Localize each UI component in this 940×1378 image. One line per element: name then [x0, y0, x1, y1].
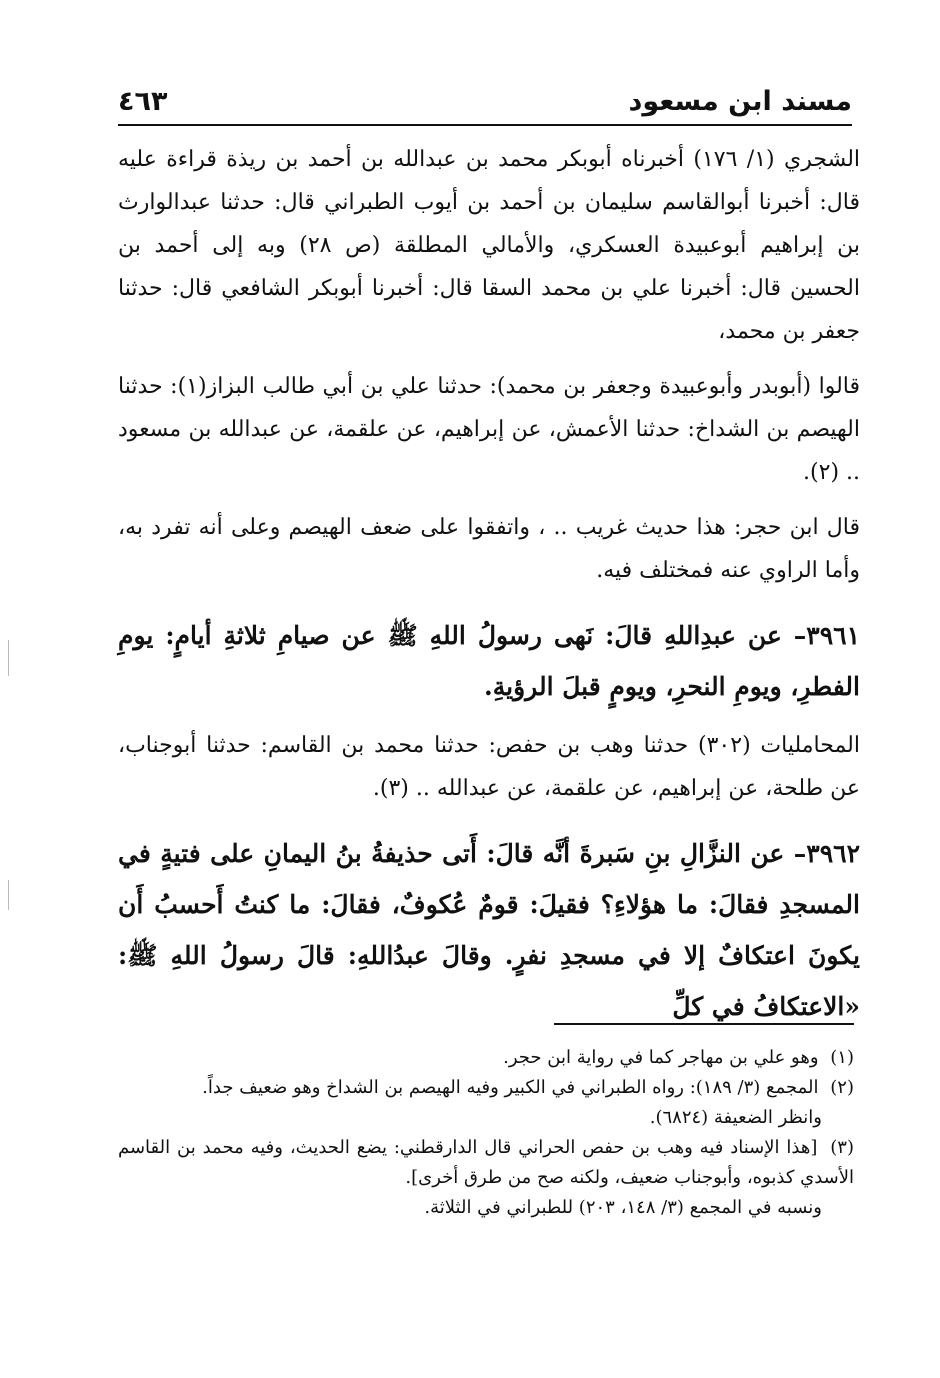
footnote-1-text: وهو علي بن مهاجر كما في رواية ابن حجر.	[503, 1047, 819, 1068]
footnote-2-mark: (٢)	[830, 1077, 854, 1098]
page-header	[118, 84, 852, 126]
footnote-3	[118, 1133, 854, 1193]
page-number: ٤٦٣	[118, 86, 168, 117]
footnote-2	[118, 1073, 854, 1103]
footnote-2-continuation: وانظر الضعيفة (٦٨٢٤).	[649, 1107, 822, 1128]
footnote-divider	[554, 1023, 854, 1025]
hadith-3961: ٣٩٦١– عن عبدِاللهِ قالَ: نَهى رسولُ اللهِ ﷺ عن صيامِ ثلاثةِ أيامٍ: يومِ الفطرِ، ويومِ النحرِ، ويومٍ قبلَ الرؤيةِ.	[118, 621, 860, 701]
footnote-1	[118, 1043, 854, 1073]
scan-margin-mark	[8, 640, 9, 676]
paragraph-ibn-hajar: قال ابن حجر: هذا حديث غريب .. ، واتفقوا على ضعف الهيصم وعلى أنه تفرد به، وأما الراوي عنه فمختلف فيه.	[118, 515, 860, 583]
footnote-3-mark: (٣)	[830, 1137, 854, 1158]
hadith-3962: ٣٩٦٢– عن النزَّالِ بنِ سَبرةَ أنَّه قالَ: أَتى حذيفةُ بنُ اليمانِ على فتيةٍ في المسجدِ فقالَ: ما هؤلاءِ؟ فقيلَ: قومٌ عُكوفٌ، فقالَ: ما كنتُ أَحسبُ أَن يكونَ اعتكافٌ إلا في مسجدِ نفرٍ. وقالَ عبدُاللهِ: قالَ رسولُ اللهِ ﷺ: «الاعتكافُ في كلِّ	[118, 839, 860, 1021]
footnote-2-text: المجمع (٣/ ١٨٩): رواه الطبراني في الكبير وفيه الهيصم بن الشداخ وهو ضعيف جداً.	[202, 1077, 819, 1098]
main-text	[118, 138, 860, 1032]
paragraph-mahamiliyyat: المحامليات (٣٠٢) حدثنا وهب بن حفص: حدثنا محمد بن القاسم: حدثنا أبوجناب، عن طلحة، عن إبراهيم، عن علقمة، عن عبدالله .. (٣).	[118, 733, 860, 801]
scan-margin-mark	[8, 880, 9, 910]
paragraph-sources: الشجري (١/ ١٧٦) أخبرناه أبوبكر محمد بن عبدالله بن أحمد بن ريذة قراءة عليه قال: أخبرنا أبوالقاسم سليمان بن أحمد بن أيوب الطبراني قال: حدثنا عبدالوارث بن إبراهيم أبوعبيدة العسكري، والأمالي المطلقة (ص ٢٨) وبه إلى أحمد بن الحسين قال: أخبرنا علي بن محمد السقا قال: أخبرنا أبوبكر الشافعي قال: حدثنا جعفر بن محمد،	[118, 147, 861, 344]
footnote-1-mark: (١)	[830, 1047, 854, 1068]
running-title: مسند ابن مسعود	[628, 86, 852, 117]
footnotes	[118, 1043, 854, 1223]
footnote-3-text: [هذا الإسناد فيه وهب بن حفص الحراني قال الدارقطني: يضع الحديث، وفيه محمد بن القاسم الأسدي كذبوه، وأبوجناب ضعيف، ولكنه صح من طرق أخرى].	[118, 1137, 854, 1188]
footnote-3-continuation: ونسبه في المجمع (٣/ ١٤٨، ٢٠٣) للطبراني في الثلاثة.	[424, 1197, 822, 1218]
paragraph-chain: قالوا (أبوبدر وأبوعبيدة وجعفر بن محمد): حدثنا علي بن أبي طالب البزاز(١): حدثنا الهيصم بن الشداخ: حدثنا الأعمش، عن إبراهيم، عن علقمة، عن عبدالله بن مسعود .. (٢).	[118, 374, 860, 485]
